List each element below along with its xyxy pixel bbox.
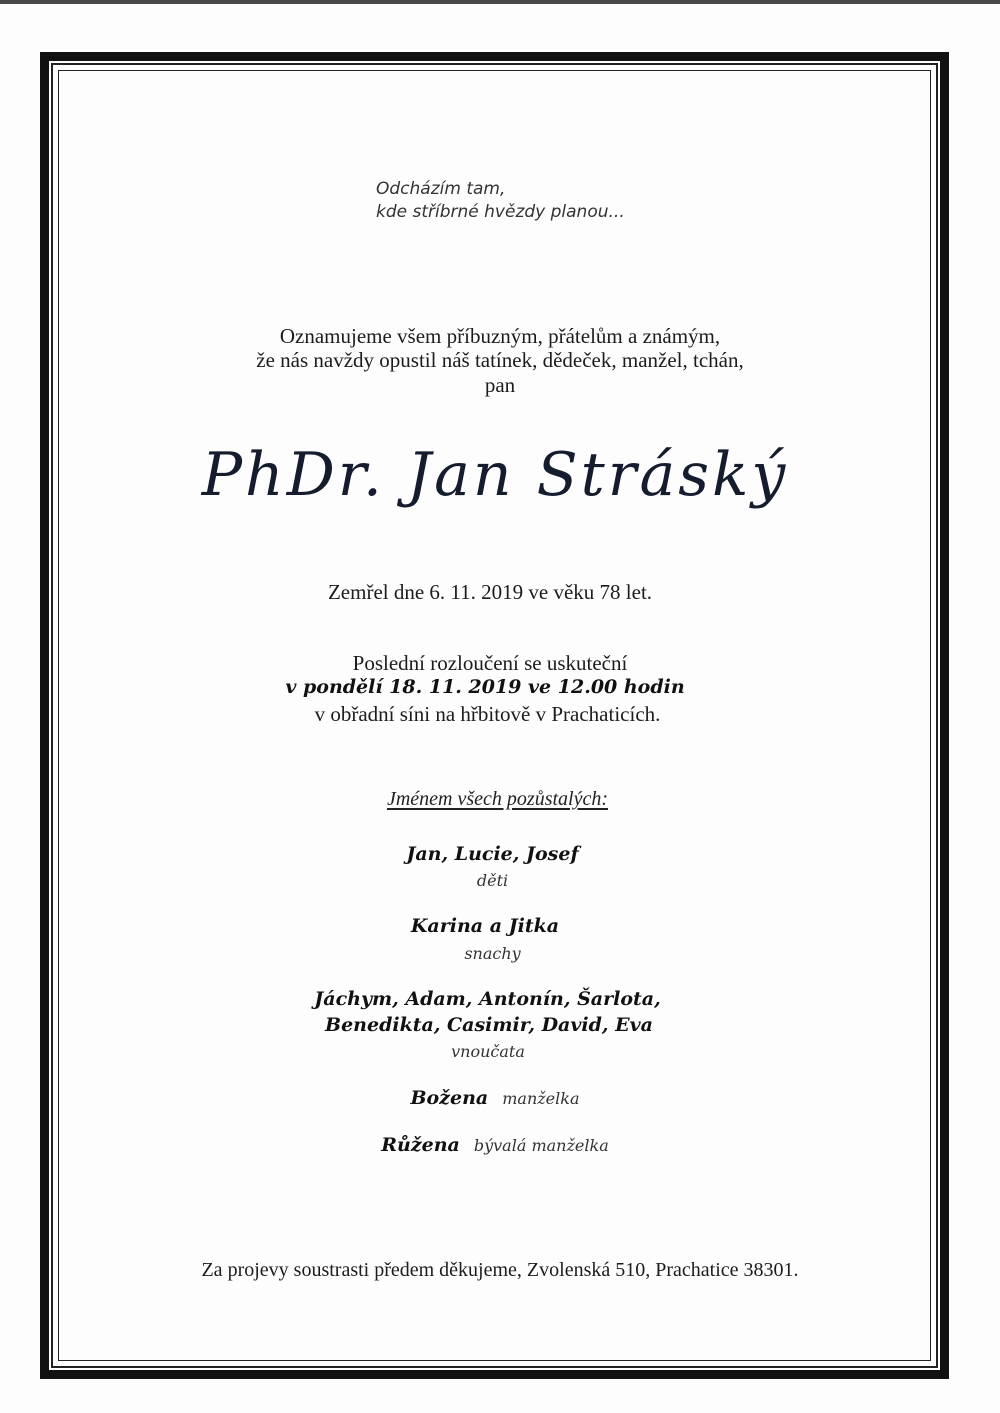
- farewell-line-2: v pondělí 18. 11. 2019 ve 12.00 hodin: [285, 676, 685, 698]
- announcement-line-1: Oznamujeme všem příbuzným, přátelům a známým,: [279, 324, 721, 348]
- deceased-name: PhDr. Jan Stráský: [201, 440, 789, 510]
- death-info: Zemřel dne 6. 11. 2019 ve věku 78 let.: [327, 580, 653, 604]
- wife-name: Božena: [410, 1087, 489, 1109]
- grandchildren-role: vnoučata: [451, 1042, 525, 1061]
- former-wife-name: Růžena: [381, 1134, 460, 1156]
- former-wife-role: bývalá manželka: [473, 1136, 609, 1155]
- grandchildren-names-line-2: Benedikta, Casimir, David, Eva: [325, 1014, 653, 1036]
- motto-line-1: Odcházím tam,: [376, 179, 506, 199]
- children-names: Jan, Lucie, Josef: [406, 843, 579, 865]
- survivors-heading: Jménem všech pozůstalých:: [386, 788, 609, 810]
- motto-line-2: kde stříbrné hvězdy planou...: [376, 202, 625, 222]
- announcement-line-3: pan: [484, 373, 516, 397]
- farewell-line-1: Poslední rozloučení se uskuteční: [352, 651, 628, 675]
- footer-condolences: Za projevy soustrasti předem děkujeme, Zvolenská 510, Prachatice 38301.: [201, 1259, 799, 1281]
- announcement-line-2: že nás navždy opustil náš tatínek, dědeček, manžel, tchán,: [256, 348, 744, 372]
- wife-row: [0, 1087, 990, 1109]
- grandchildren-names-line-1: Jáchym, Adam, Antonín, Šarlota,: [314, 988, 661, 1010]
- farewell-line-3: v obřadní síni na hřbitově v Prachaticích.: [314, 702, 661, 726]
- former-wife-row: [0, 1134, 990, 1156]
- scan-edge: [0, 0, 1000, 4]
- wife-role: manželka: [502, 1089, 580, 1108]
- daughters-in-law-role: snachy: [464, 944, 521, 963]
- daughters-in-law-names: Karina a Jitka: [410, 915, 560, 937]
- children-role: děti: [476, 871, 509, 890]
